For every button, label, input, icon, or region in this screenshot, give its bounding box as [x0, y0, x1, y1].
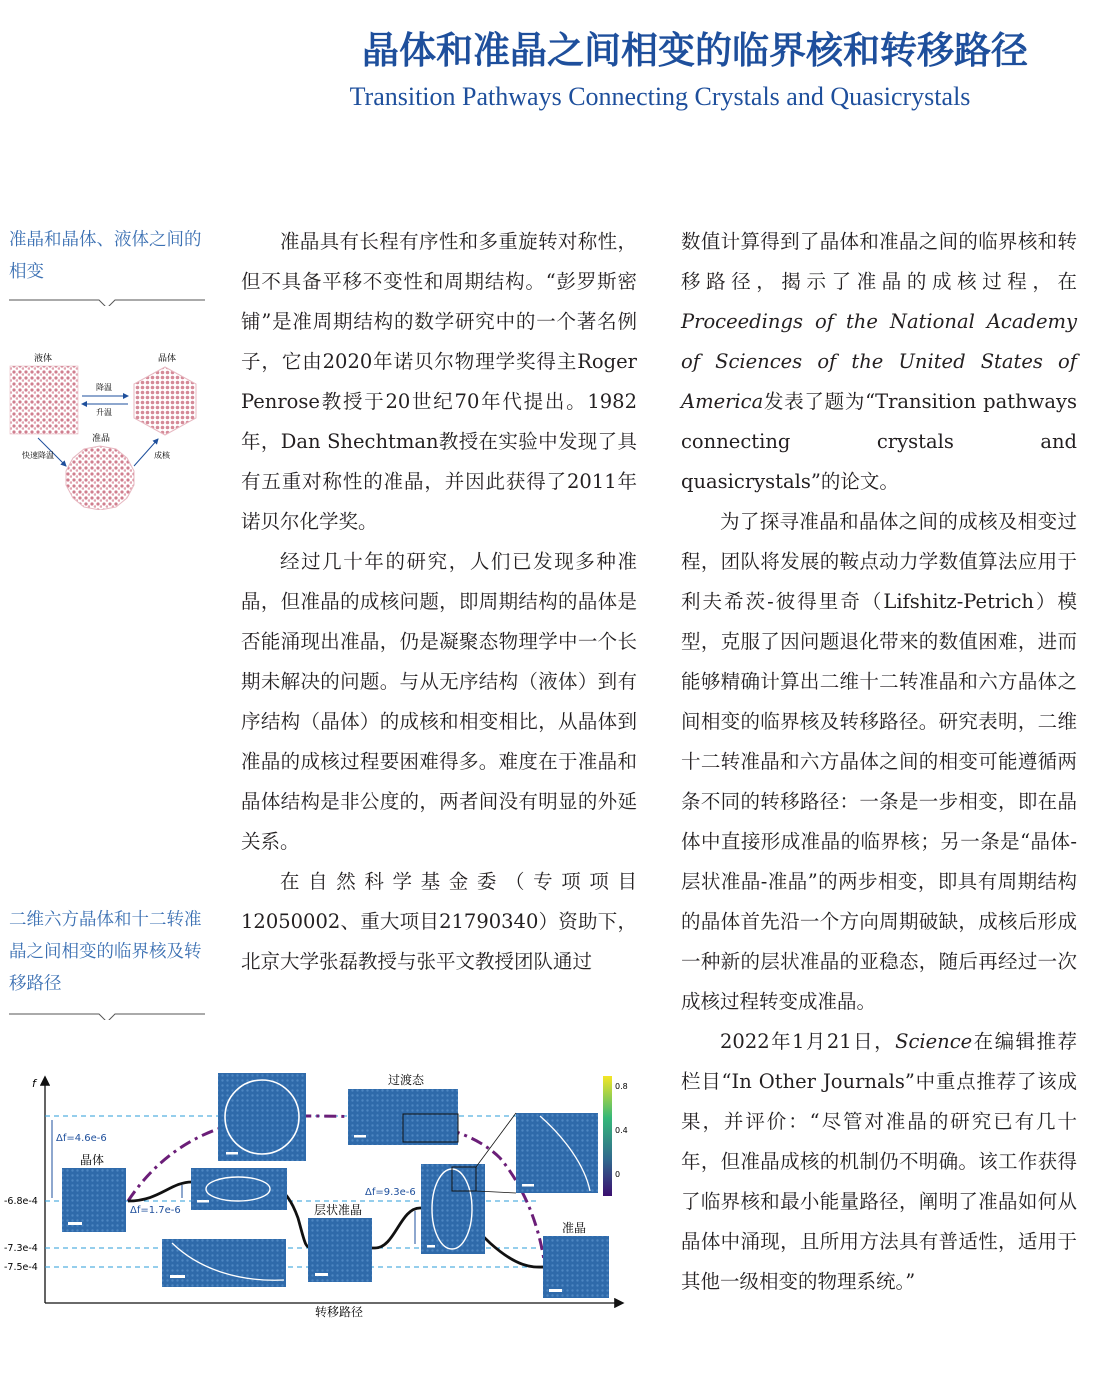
label-crystal: 晶体: [158, 354, 177, 364]
paragraph-2: 经过几十年的研究，人们已发现多种准晶，但准晶的成核问题，即周期结构的晶体是否能涌现出准晶，仍是凝聚态物理学中一个长期未解决的问题。与从无序结构（液体）到有序结构（晶体）的成核和相变相比，从晶体到准晶的成核过程要困难得多。难度在于准晶和晶体结构是非公度的，两者间没有明显的外延关系。: [241, 550, 637, 853]
df2-label: Δf=1.7e-6: [130, 1205, 181, 1216]
liquid-pattern: [10, 366, 78, 434]
body-column-2: [681, 222, 1077, 1302]
transition-pathway-figure: [0, 1058, 640, 1320]
crystal-label: 晶体: [80, 1153, 105, 1167]
y-tick-2: -7.3e-4: [4, 1243, 38, 1254]
caption-divider-1: [9, 294, 205, 306]
label-liquid: 液体: [34, 354, 53, 364]
paragraph-6-a: 2022年1月21日，: [720, 1030, 896, 1053]
quasicrystal-label: 准晶: [562, 1221, 587, 1235]
colorbar-tick-1: 0.8: [615, 1082, 628, 1091]
x-axis-label: 转移路径: [315, 1305, 364, 1319]
colorbar: [603, 1076, 612, 1196]
paragraph-6-b: 在编辑推荐栏目“In Other Journals”中重点推荐了该成果，并评价：“尽管对准晶的研究已有几十年，但准晶成核的机制仍不明确。该工作获得了临界核和最小能量路径，阐明了准晶如何从晶体中涌现，且所用方法具有普适性，适用于其他一级相变的物理系统。”: [681, 1030, 1077, 1293]
paragraph-4-a: 数值计算得到了晶体和准晶之间的临界核和转移路径，揭示了准晶的成核过程，在: [681, 230, 1077, 293]
label-nucleate: 成核: [154, 451, 170, 460]
df3-label: Δf=9.3e-6: [365, 1187, 416, 1198]
paragraph-3: 在自然科学基金委（专项项目12050002、重大项目21790340）资助下，北京大学张磊教授与张平文教授团队通过: [241, 870, 637, 973]
df1-label: Δf=4.6e-6: [56, 1133, 107, 1144]
lamellar-panel: [308, 1218, 372, 1282]
journal-name-science: Science: [895, 1030, 973, 1053]
phase-diagram: [0, 340, 210, 510]
crystal-hexagon: [134, 367, 196, 435]
page-title: 晶体和准晶之间相变的临界核和转移路径: [362, 29, 1028, 72]
y-tick-3: -7.5e-4: [4, 1262, 38, 1273]
second-nucleus-panel: [421, 1164, 485, 1254]
quasicrystal-panel: [543, 1236, 609, 1298]
label-quench: 快速降温: [22, 451, 54, 460]
label-heat: 升温: [96, 408, 112, 417]
sidebar-caption-2: 二维六方晶体和十二转准晶之间相变的临界核及转移路径: [9, 910, 202, 994]
journal-name-pnas: Proceedings of the National Academy of Sciences of the United States of America: [681, 310, 1077, 413]
caption-divider-2: [9, 1008, 205, 1020]
label-quasicrystal: 准晶: [92, 434, 111, 444]
page-subtitle: Transition Pathways Connecting Crystals and Quasicrystals: [349, 82, 971, 111]
critical-nucleus-panel: [218, 1073, 306, 1161]
transition-state-label: 过渡态: [388, 1073, 425, 1087]
lamellar-label: 层状准晶: [314, 1203, 363, 1217]
paragraph-5: 为了探寻准晶和晶体之间的成核及相变过程，团队将发展的鞍点动力学数值算法应用于利夫希茨-彼得里奇（Lifshitz-Petrich）模型，克服了因问题退化带来的数值困难，进而能够精确计算出二维十二转准晶和六方晶体之间相变的临界核及转移路径。研究表明，二维十二转准晶和六方晶体之间的相变可能遵循两条不同的转移路径：一条是一步相变，即在晶体中直接形成准晶的临界核；另一条是“晶体-层状准晶-准晶”的两步相变，即具有周期结构的晶体首先沿一个方向周期破缺，成核后形成一种新的层状准晶的亚稳态，随后再经过一次成核过程转变成准晶。: [681, 510, 1077, 1013]
paragraph-4: [681, 222, 1077, 502]
paragraph-1: 准晶具有长程有序性和多重旋转对称性，但不具备平移不变性和周期结构。“彭罗斯密铺”是准周期结构的数学研究中的一个著名例子，它由2020年诺贝尔物理学奖得主Roger Penrose教授于20世纪70年代提出。1982年，Dan Shechtman教授在实验中发现了具有五重对称性的准晶，并因此获得了2011年诺贝尔化学奖。: [241, 230, 637, 533]
paragraph-4-b: 发表了题为“Transition pathways connecting crystals and quasicrystals”的论文。: [681, 390, 1077, 493]
paragraph-6: [681, 1022, 1077, 1302]
sidebar-caption-1: 准晶和晶体、液体之间的相变: [9, 230, 202, 282]
y-tick-1: -6.8e-4: [4, 1196, 38, 1207]
y-axis-label: f: [32, 1077, 36, 1090]
label-cool: 降温: [96, 383, 112, 392]
quasicrystal-dodecagon: [66, 446, 134, 510]
colorbar-tick-3: 0: [615, 1170, 621, 1179]
body-column-1: [241, 222, 637, 982]
colorbar-tick-2: 0.4: [615, 1126, 628, 1135]
zoom-panel: [516, 1113, 598, 1193]
